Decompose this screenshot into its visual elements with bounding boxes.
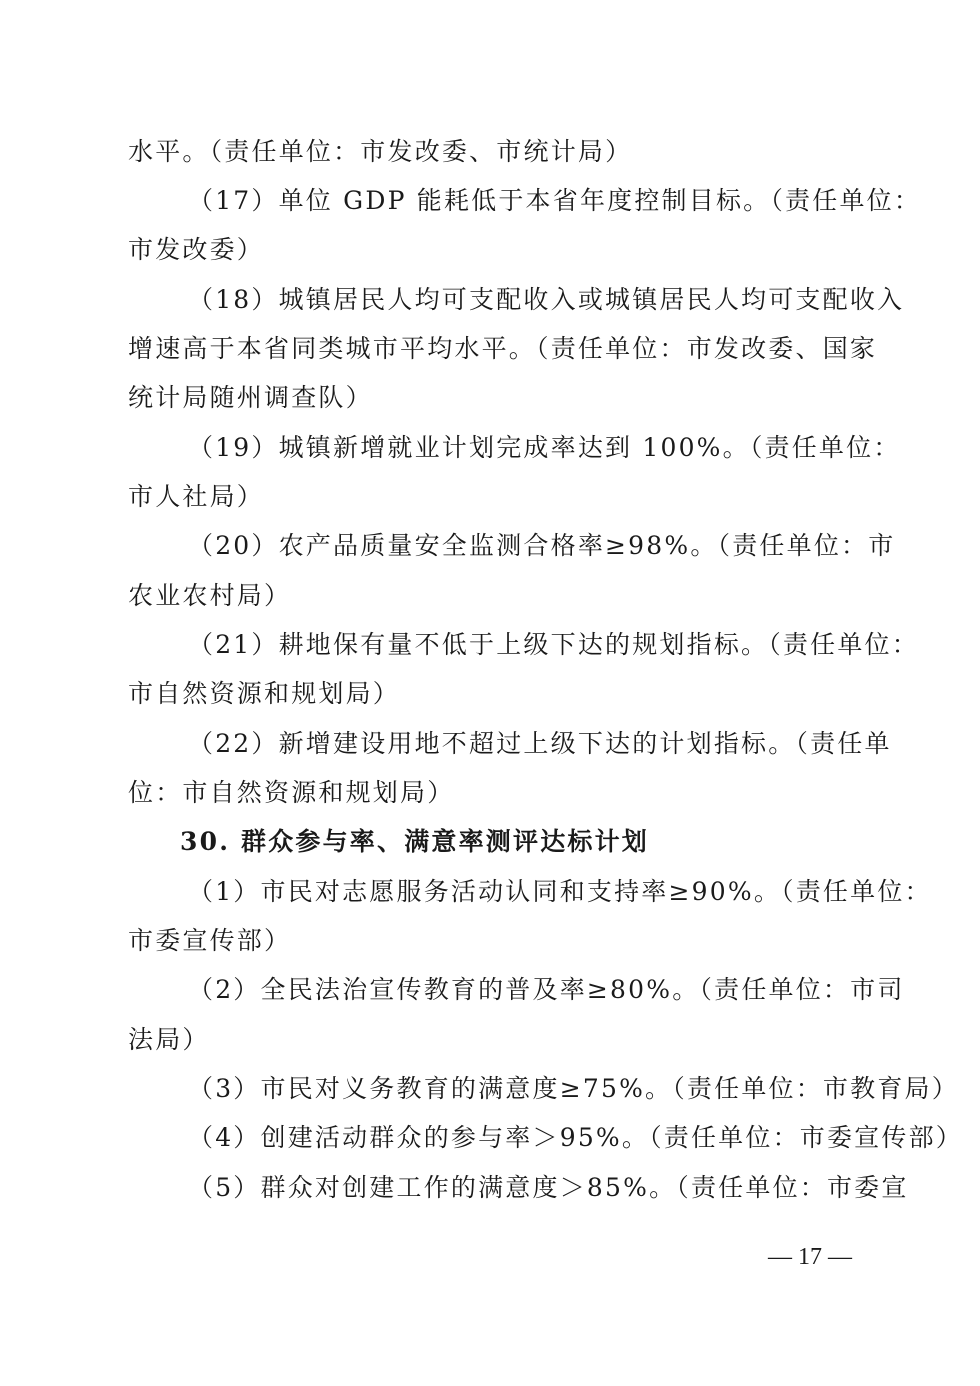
page-number: — 17 — bbox=[768, 1244, 852, 1270]
item-21: （21）耕地保有量不低于上级下达的规划指标。（责任单位： bbox=[188, 630, 919, 659]
item-17: （17）单位 GDP 能耗低于本省年度控制目标。（责任单位： bbox=[188, 186, 922, 215]
text-line: 位：市自然资源和规划局） bbox=[128, 778, 455, 807]
text-line: 法局） bbox=[128, 1025, 210, 1054]
text-line: 市发改委） bbox=[128, 235, 265, 264]
item-1: （1）市民对志愿服务活动认同和支持率≥90%。（责任单位： bbox=[188, 877, 932, 906]
item-3: （3）市民对义务教育的满意度≥75%。（责任单位：市教育局） bbox=[188, 1074, 959, 1103]
item-5: （5）群众对创建工作的满意度＞85%。（责任单位：市委宣 bbox=[188, 1173, 909, 1202]
text-line: 统计局随州调查队） bbox=[128, 383, 373, 412]
text-line: 农业农村局） bbox=[128, 581, 292, 610]
item-22: （22）新增建设用地不超过上级下达的计划指标。（责任单 bbox=[188, 729, 892, 758]
item-19: （19）城镇新增就业计划完成率达到 100%。（责任单位： bbox=[188, 433, 901, 462]
text-line: 市人社局） bbox=[128, 482, 265, 511]
text-line: 市自然资源和规划局） bbox=[128, 679, 401, 708]
text-line: 增速高于本省同类城市平均水平。（责任单位：市发改委、国家 bbox=[128, 334, 878, 363]
text-line: 市委宣传部） bbox=[128, 926, 292, 955]
section-heading: 30. 群众参与率、满意率测评达标计划 bbox=[180, 827, 649, 856]
text-line: 水平。（责任单位：市发改委、市统计局） bbox=[128, 137, 633, 166]
item-2: （2）全民法治宣传教育的普及率≥80%。（责任单位：市司 bbox=[188, 975, 905, 1004]
item-4: （4）创建活动群众的参与率＞95%。（责任单位：市委宣传部） bbox=[188, 1123, 963, 1152]
item-20: （20）农产品质量安全监测合格率≥98%。（责任单位：市 bbox=[188, 531, 896, 560]
item-18: （18）城镇居民人均可支配收入或城镇居民人均可支配收入 bbox=[188, 285, 905, 314]
